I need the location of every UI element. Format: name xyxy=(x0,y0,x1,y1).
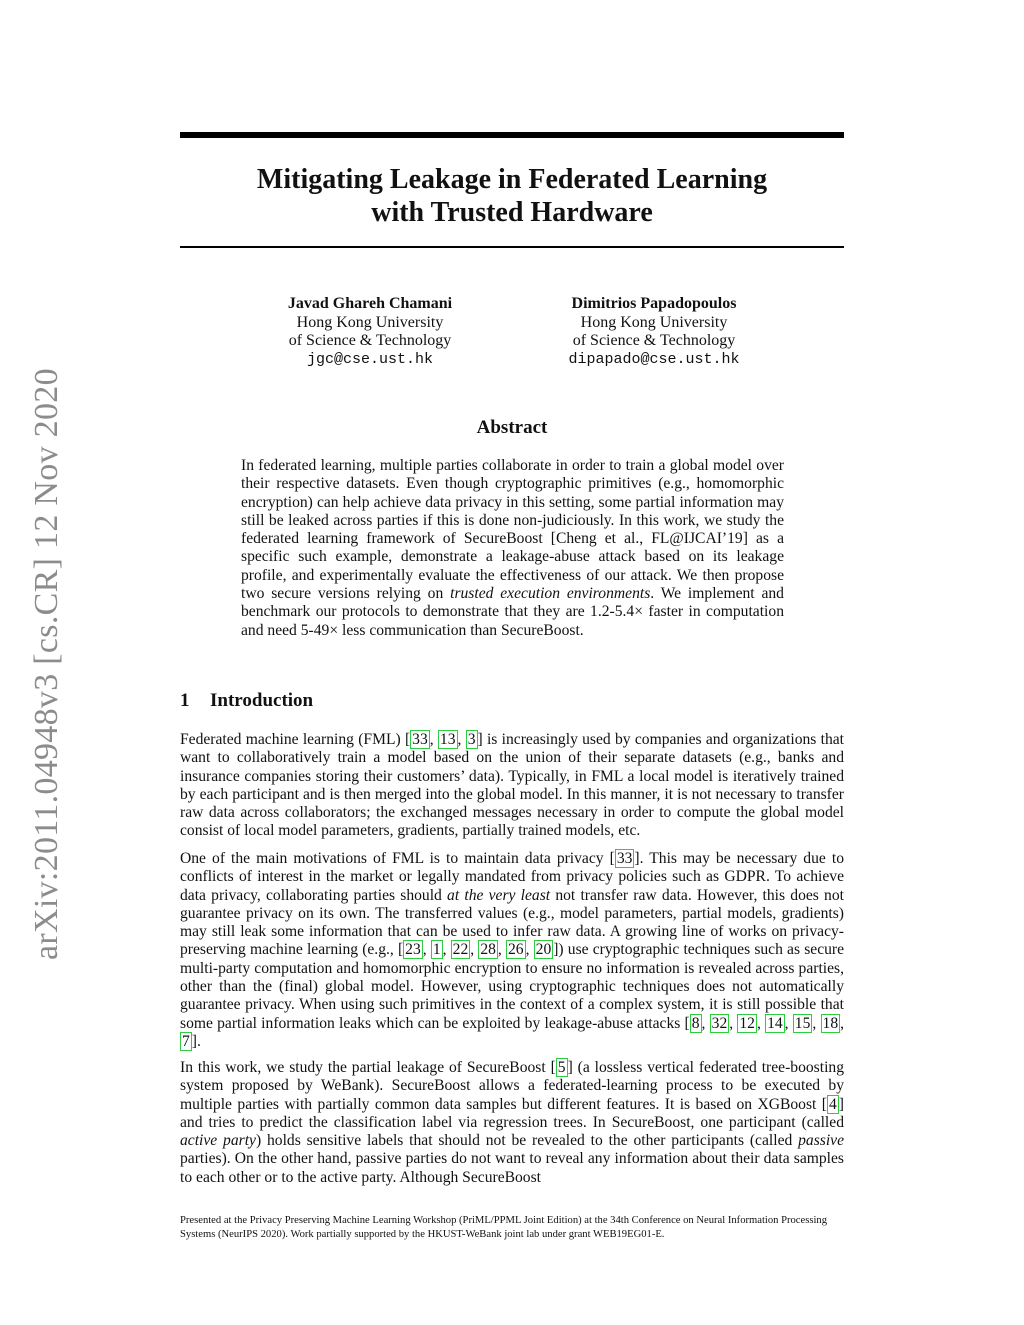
paragraph-3 xyxy=(180,1059,844,1187)
abstract-part: In federated learning, multiple parties collaborate in order to train a global model over their respective datasets. Even though cryptographic primitives (e.g., homomorphic encryption) can help achieve data privacy in this setting, some partial information may still be leaked across parties if this is done non-judiciously. In this work, we study the federated learning framework of SecureBoost [Cheng et al., FL@IJCAI’19] as a specific such example, demonstrate a leakage-abuse attack based on its leakage profile, and experimentally evaluate the effectiveness of our attack. We then propose two secure versions relying on xyxy=(241,457,784,603)
abstract-heading: Abstract xyxy=(476,417,548,438)
author-name: Dimitrios Papadopoulos xyxy=(571,295,737,312)
citation-link[interactable]: 3 xyxy=(467,731,476,748)
text: Federated machine learning (FML) [ xyxy=(180,731,411,748)
citation-link[interactable]: 13 xyxy=(439,731,456,748)
citation-link[interactable]: 33 xyxy=(412,731,428,748)
citation-link[interactable]: 4 xyxy=(829,1095,837,1113)
citation-link[interactable]: 23 xyxy=(405,941,421,959)
citation-link[interactable]: 26 xyxy=(507,941,524,959)
citation-link[interactable]: 28 xyxy=(480,941,496,959)
title-rule-top xyxy=(180,132,844,138)
citation-link[interactable]: 20 xyxy=(535,941,552,959)
text: ]) use cryptographic techniques such as secure multi-party computation and homomorphic encryption to ensure no information is revealed across parties, other than the (final) global model. However, using cryptographic techniques does not automatically guarantee privacy. When using such primitives in the context of a complex system, it is still possible that some partial information leaks which can be exploited by leakage-abuse attacks [ xyxy=(180,941,845,1032)
text: One of the main motivations of FML is to maintain data privacy [ xyxy=(180,850,615,867)
emphasis: at the very least xyxy=(447,886,551,904)
abstract-text xyxy=(241,457,784,640)
text: not transfer raw data. However, this does not guarantee privacy on its own. The transferred values (e.g., model parameters, partial models, gradients) may still leak some information that can be used to infer raw data. A growing line of works on privacy-preserving machine learning (e.g., [ xyxy=(180,886,844,959)
citation-link[interactable]: 5 xyxy=(557,1059,566,1076)
author-affiliation: Hong Kong University xyxy=(580,313,728,331)
footnote: Presented at the Privacy Preserving Machine Learning Workshop (PriML/PPML Joint Edition) at the 34th Conference on Neural Information Processing Systems (NeurIPS 2020). Work partially supported by the HKUST-WeBank joint lab under grant WEB19EG01-E. xyxy=(180,1215,827,1240)
citation-link[interactable]: 33 xyxy=(616,850,633,867)
text: ]. This may be necessary due to conflicts of interest in the market or legally mandated from privacy policies such as GDPR. To achieve data privacy, collaborating parties should xyxy=(180,850,844,904)
author-email: jgc@cse.ust.hk xyxy=(306,350,434,368)
title-rule-bottom xyxy=(180,246,844,248)
abstract-part: . We implement and benchmark our protocols to demonstrate that they are 1.2-5.4× faster in computation and need 5-49× less communication than SecureBoost. xyxy=(241,585,784,639)
title-line-1: Mitigating Leakage in Federated Learning xyxy=(256,164,768,195)
section-number: 1 xyxy=(180,690,190,711)
paragraph-2: One of the main motivations of FML is to maintain data privacy [ 33 ]. This may be necessary due to conflicts of interest in the market or legally mandated from privacy policies such as GDPR. To achieve data privacy, collaborating parties should at the very least not transfer raw data. However, this does not guarantee privacy on its own. The transferred values (e.g., model parameters, partial models, gradients) may still leak some information that can be used to infer raw data. A growing line of works on privacy-preserving machine learning (e.g., [ 23 , 1 , 22 , 28 , 26 , 20 ]) use cryptographic techniques such as secure multi-party computation and homomorphic encryption to ensure no information is revealed across parties, other than the (final) global model. However, using cryptographic techniques does not automatically guarantee privacy. When using such primitives in the context of a complex system, it is still possible that some partial information leaks which can be exploited by leakage-abuse attacks [ 8 , 32 , 12 , 14 , 15 , 18 , 7 ]. xyxy=(180,850,845,1050)
text: ) holds sensitive labels that should not be revealed to the other participants (called xyxy=(255,1132,799,1150)
author-affiliation: Hong Kong University xyxy=(296,313,444,331)
author-email: dipapado@cse.ust.hk xyxy=(568,350,740,368)
text: ] is increasingly used by companies and organizations that want to collaboratively train a model based on the union of their separate datasets (e.g., banks and insurance companies storing their customers’ data). Typically, in FML a local model is iteratively trained by each participant and is then merged into the global model. In this manner, it is not necessary to transfer raw data across collaborators; the exchanged messages necessary in order to compute the global model consist of local model parameters, gradients, partially trained models, etc. xyxy=(180,731,845,840)
author-block-1 xyxy=(220,295,520,369)
citation-link[interactable]: 32 xyxy=(711,1014,728,1032)
citation-link[interactable]: 14 xyxy=(767,1014,783,1032)
section-title: Introduction xyxy=(210,690,314,711)
paragraph-1: Federated machine learning (FML) [ 33 , 13 , 3 ] is increasingly used by companies and organizations that want to collaboratively train a model based on the union of their separate datasets (e.g., banks and insurance companies storing their customers’ data). Typically, in FML a local model is iteratively trained by each participant and is then merged into the global model. In this manner, it is not necessary to transfer raw data across collaborators; the exchanged messages necessary in order to compute the global model consist of local model parameters, gradients, partially trained models, etc. xyxy=(180,731,845,840)
text: ]. xyxy=(191,1032,201,1050)
emphasis: active party xyxy=(180,1132,256,1150)
section-heading xyxy=(180,690,313,712)
author-affiliation: of Science & Technology xyxy=(572,332,736,349)
text: parties). On the other hand, passive parties do not want to reveal any information about their data samples to each other or to the active party. Although SecureBoost xyxy=(180,1150,844,1186)
text: ] and tries to predict the classification label via regression trees. In SecureBoost, one participant (called xyxy=(180,1095,844,1131)
arxiv-identifier: arXiv:2011.04948v3 [cs.CR] 12 Nov 2020 xyxy=(28,368,65,960)
citation-link[interactable]: 1 xyxy=(432,941,441,959)
text: In this work, we study the partial leakage of SecureBoost [ xyxy=(180,1059,556,1076)
author-name: Javad Ghareh Chamani xyxy=(287,295,453,312)
citation-link[interactable]: 22 xyxy=(452,941,469,959)
citation-link[interactable]: 18 xyxy=(822,1014,839,1032)
author-affiliation: of Science & Technology xyxy=(288,332,452,349)
citation-link[interactable]: 12 xyxy=(739,1014,755,1032)
citation-link[interactable]: 7 xyxy=(182,1032,190,1050)
citation-link[interactable]: 15 xyxy=(794,1014,811,1032)
emphasis: passive xyxy=(798,1132,845,1150)
author-block-2 xyxy=(504,295,804,369)
title-line-2: with Trusted Hardware xyxy=(371,197,653,228)
citation-link[interactable]: 8 xyxy=(691,1014,700,1032)
paper-title xyxy=(180,163,844,229)
text: ] (a lossless vertical federated tree-boosting system proposed by WeBank). SecureBoost allows a federated-learning process to be executed by multiple parties with partially common data samples but different features. It is based on XGBoost [ xyxy=(180,1059,845,1113)
abstract-emphasis: trusted execution environments xyxy=(450,585,651,603)
